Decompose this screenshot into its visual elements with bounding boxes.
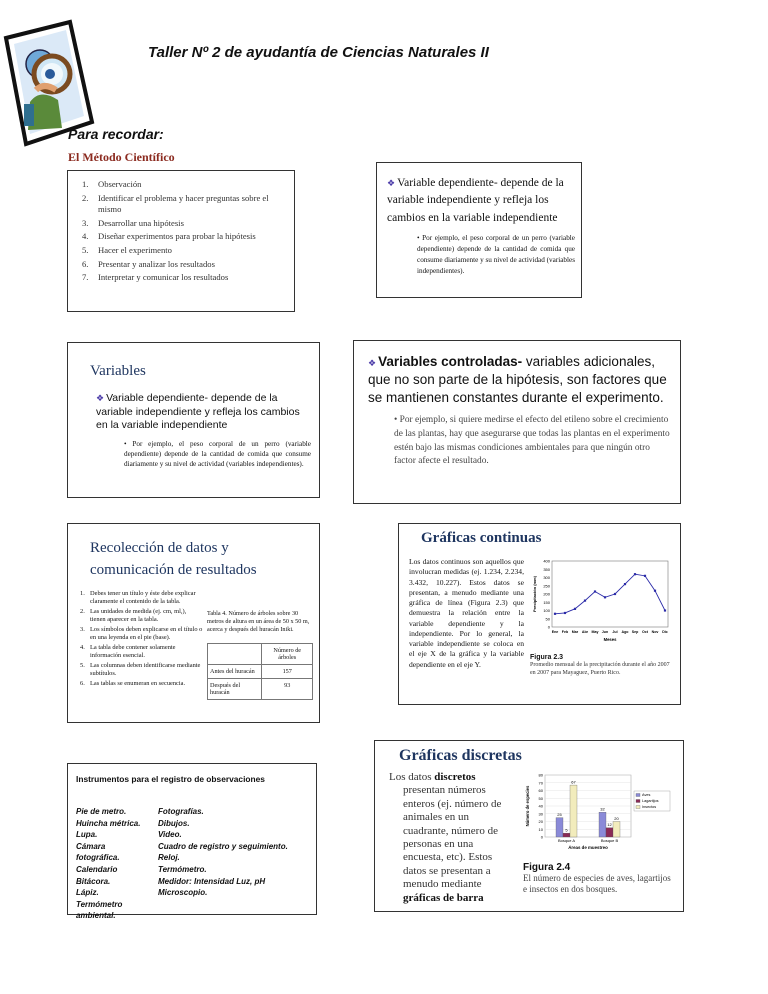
list-item: Calendario bbox=[76, 864, 118, 874]
document-title: Taller Nº 2 de ayudantía de Ciencias Naturales II bbox=[148, 44, 489, 61]
y-tick-label: 40 bbox=[538, 803, 543, 809]
y-tick-label: 80 bbox=[538, 772, 543, 778]
legend-label: Insectos bbox=[642, 805, 657, 810]
slide-title: Gráficas continuas bbox=[421, 530, 542, 546]
list-item: ambiental. bbox=[76, 911, 116, 921]
y-axis-label: Precipitación (mm) bbox=[532, 575, 537, 613]
x-tick-label: Oct bbox=[642, 630, 648, 634]
instruments-column-1 bbox=[76, 806, 158, 922]
table-rules-list bbox=[80, 590, 203, 700]
legend-label: Lagartijos bbox=[642, 799, 659, 804]
table-row: Después del huracán 93 bbox=[208, 678, 313, 699]
legend-swatch bbox=[636, 806, 640, 809]
table-caption: Tabla 4. Número de árboles sobre 30 metros de altura en un área de 50 x 50 m, acerca y después del huracán Iniki. bbox=[207, 609, 310, 634]
list-item: 6. Presentar y analizar los resultados bbox=[82, 258, 215, 269]
data-point bbox=[654, 590, 656, 592]
data-point bbox=[564, 612, 566, 614]
section-label: El Método Científico bbox=[68, 150, 175, 164]
list-item: 3. Los símbolos deben explicarse en el título o en una leyenda en el pie (base). bbox=[80, 625, 203, 641]
data-point bbox=[604, 596, 606, 598]
list-item: fotográfica. bbox=[76, 853, 120, 863]
diamond-bullet-icon: ❖ bbox=[368, 358, 377, 368]
y-axis-label: Número de especies bbox=[525, 785, 530, 827]
slide-title: Variables bbox=[90, 363, 146, 379]
x-tick-label: Ago bbox=[621, 630, 629, 634]
list-item: 1. Debes tener un título y éste debe explicar claramente el contenido de la tabla. bbox=[80, 589, 196, 605]
bar bbox=[599, 812, 606, 837]
list-item: 3. Desarrollar una hipótesis bbox=[82, 217, 184, 228]
x-tick-label: Nov bbox=[651, 630, 659, 634]
data-point bbox=[584, 600, 586, 602]
y-tick-label: 70 bbox=[538, 780, 543, 786]
y-tick-label: 100 bbox=[543, 608, 550, 613]
data-point bbox=[634, 573, 636, 575]
variables-slide bbox=[67, 342, 320, 498]
data-point bbox=[554, 613, 556, 615]
y-tick-label: 60 bbox=[538, 788, 543, 793]
plot-area bbox=[552, 561, 668, 627]
slide-example: • Por ejemplo, si quiere medirse el efecto del etileno sobre el crecimiento de las plantas, hay que asegurarse que todas las plantas en el experimento estén bajo las mismas condiciones ambientales para que ningún otro factor afecte el resultado. bbox=[394, 415, 670, 467]
list-item: 6. Las tablas se enumeran en secuencia. bbox=[80, 679, 186, 687]
y-tick-label: 250 bbox=[543, 583, 550, 589]
method-steps-list bbox=[82, 179, 288, 283]
slide-example: • Por ejemplo, el peso corporal de un perro (variable dependiente) depende de la cantidad de comida que consume diariamente y su nivel de actividad (variables independientes). bbox=[124, 439, 311, 469]
discrete-graphs-slide bbox=[374, 740, 684, 912]
table-row bbox=[208, 643, 313, 664]
x-tick-label: May bbox=[591, 630, 599, 634]
data-label: 12 bbox=[607, 822, 612, 828]
y-tick-label: 50 bbox=[545, 616, 550, 622]
y-tick-label: 50 bbox=[538, 795, 543, 801]
data-point bbox=[624, 583, 626, 585]
y-tick-label: 20 bbox=[538, 819, 543, 824]
list-item: 5. Las columnas deben identificarse mediante subtítulos. bbox=[80, 661, 201, 677]
y-tick-label: 300 bbox=[543, 575, 550, 580]
data-label: 20 bbox=[614, 816, 619, 821]
list-item: Microscopio. bbox=[158, 888, 208, 898]
list-item: Bitácora. bbox=[76, 876, 111, 886]
list-item: Termómetro bbox=[76, 899, 123, 909]
figure-caption: Promedio mensual de la precipitación durante el año 2007 en 2007 para Mayaguez, Puerto Rico. bbox=[530, 662, 670, 677]
legend-swatch bbox=[636, 800, 640, 803]
instruments-column-2 bbox=[158, 806, 308, 922]
data-label: 5 bbox=[565, 827, 568, 833]
list-item: 5. Hacer el experimento bbox=[82, 244, 172, 255]
data-point bbox=[614, 593, 616, 595]
x-tick-label: Bosque A bbox=[557, 838, 576, 843]
data-point bbox=[594, 590, 596, 592]
slide-example: • Por ejemplo, el peso corporal de un perro (variable dependiente) depende de la cantidad de comida que consume diariamente y su nivel de actividad (variables independientes). bbox=[417, 233, 575, 276]
legend-label: Aves bbox=[642, 793, 651, 798]
legend-swatch bbox=[636, 794, 640, 797]
list-item: Cuadro de registro y seguimiento. bbox=[158, 841, 288, 851]
slide-title: Gráficas discretas bbox=[399, 747, 522, 764]
list-item: Pie de metro. bbox=[76, 807, 127, 816]
figure-label: Figura 2.4 bbox=[523, 862, 571, 873]
bar bbox=[563, 833, 570, 837]
instruments-box bbox=[67, 763, 317, 921]
list-item: 1. Observación bbox=[82, 179, 142, 189]
list-item: Medidor: Intensidad Luz, pH bbox=[158, 876, 266, 886]
list-item: Reloj. bbox=[158, 853, 180, 863]
instruments-heading: Instrumentos para el registro de observaciones bbox=[76, 774, 265, 784]
table-header: Número de árboles bbox=[262, 643, 313, 664]
x-axis-label: Áreas de muestreo bbox=[568, 845, 608, 850]
diamond-bullet-icon: ❖ bbox=[387, 178, 396, 188]
bar bbox=[570, 785, 577, 837]
x-tick-label: Dic bbox=[662, 630, 668, 634]
y-tick-label: 400 bbox=[543, 558, 550, 564]
y-tick-label: 350 bbox=[543, 566, 550, 572]
list-item: Video. bbox=[158, 830, 182, 840]
list-item: 4. Diseñar experimentos para probar la hipótesis bbox=[82, 231, 256, 242]
list-item: 2. Identificar el problema y hacer preguntas sobre el mismo bbox=[82, 192, 269, 214]
x-tick-label: Jun bbox=[601, 630, 609, 634]
y-tick-label: 0 bbox=[540, 834, 543, 840]
controlled-variables-slide bbox=[353, 340, 681, 504]
bullet-icon: • bbox=[124, 439, 133, 448]
trees-table bbox=[207, 643, 313, 700]
remember-label: Para recordar: bbox=[68, 126, 164, 142]
y-tick-label: 10 bbox=[538, 826, 543, 832]
y-tick-label: 200 bbox=[543, 591, 550, 597]
continuous-graphs-slide bbox=[398, 523, 681, 705]
list-item: Lupa. bbox=[76, 830, 98, 840]
x-tick-label: Ene bbox=[551, 630, 559, 634]
list-item: 4. La tabla debe contener solamente información esencial. bbox=[80, 643, 176, 659]
y-tick-label: 30 bbox=[538, 811, 543, 817]
list-item: Lápiz. bbox=[76, 888, 99, 898]
figure-caption: El número de especies de aves, lagartijos e insectos en dos bosques. bbox=[523, 873, 671, 895]
slide-text: Los datos discretos presentan números enteros (ej. número de animales en un cuadrante, número de personas en una encuesta, etc). Estos datos se presentan a menudo mediante gráficas de barra bbox=[389, 771, 502, 904]
precipitation-line-chart bbox=[530, 557, 672, 647]
data-point bbox=[644, 575, 646, 577]
x-tick-label: Jul bbox=[612, 630, 618, 634]
diamond-bullet-icon: ❖ bbox=[96, 393, 105, 403]
figure-label: Figura 2.3 bbox=[530, 654, 564, 661]
y-tick-label: 0 bbox=[547, 624, 550, 630]
x-tick-label: Mar bbox=[571, 630, 579, 634]
data-label: 67 bbox=[571, 779, 576, 785]
x-axis-label: Meses bbox=[603, 637, 617, 642]
bar bbox=[613, 822, 620, 838]
list-item: Dibujos. bbox=[158, 818, 190, 828]
x-tick-label: Abr bbox=[581, 630, 589, 634]
list-item: Huincha métrica. bbox=[76, 818, 141, 828]
data-collection-slide bbox=[67, 523, 320, 723]
slide-text: Los datos continuos son aquellos que involucran medidas (ej. 1.234, 2.234, 3.432, 10.227). Estos datos se presentan, a menudo mediante una gráfica de línea (Figura 2.3) que demuestra la relación entre la variable dependiente y la independiente. Por lo general, la variable independiente se coloca en el eje X de la gráfica y la variable dependiente en el eje Y. bbox=[409, 557, 524, 669]
data-point bbox=[574, 608, 576, 610]
slide-heading: ❖ Variables controladas- variables adicionales, que no son parte de la hipótesis, son factores que se mantienen constantes durante el experimento. bbox=[368, 354, 667, 405]
species-bar-chart bbox=[523, 771, 673, 853]
dependent-variable-slide bbox=[376, 162, 582, 298]
list-item: Cámara bbox=[76, 841, 106, 851]
list-item: Fotografías. bbox=[158, 807, 204, 816]
slide-heading: ❖ Variable dependiente- depende de la variable independiente y refleja los cambios en la variable independiente bbox=[387, 177, 564, 224]
x-tick-label: Feb bbox=[561, 630, 569, 634]
list-item: 2. Las unidades de medida (ej. cm, ml,), tienen aparecer en la tabla. bbox=[80, 607, 187, 623]
bar bbox=[556, 818, 563, 837]
data-label: 25 bbox=[557, 812, 562, 818]
data-label: 32 bbox=[600, 806, 605, 812]
list-item: 7. Interpretar y comunicar los resultados bbox=[82, 272, 229, 283]
x-tick-label: Sep bbox=[631, 630, 639, 634]
list-item: Termómetro. bbox=[158, 864, 207, 874]
x-tick-label: Bosque B bbox=[600, 838, 619, 843]
method-steps-slide bbox=[67, 170, 295, 312]
slide-heading: ❖ Variable dependiente- depende de la variable independiente y refleja los cambios en la variable independiente bbox=[96, 392, 300, 432]
data-point bbox=[664, 609, 666, 611]
table-row: Antes del huracán 157 bbox=[208, 664, 313, 678]
y-tick-label: 150 bbox=[543, 599, 550, 605]
bullet-icon: • bbox=[394, 415, 400, 426]
slide-title: Recolección de datos y comunicación de resultados bbox=[90, 540, 257, 578]
bar bbox=[606, 828, 613, 837]
bullet-icon: • bbox=[417, 233, 423, 242]
